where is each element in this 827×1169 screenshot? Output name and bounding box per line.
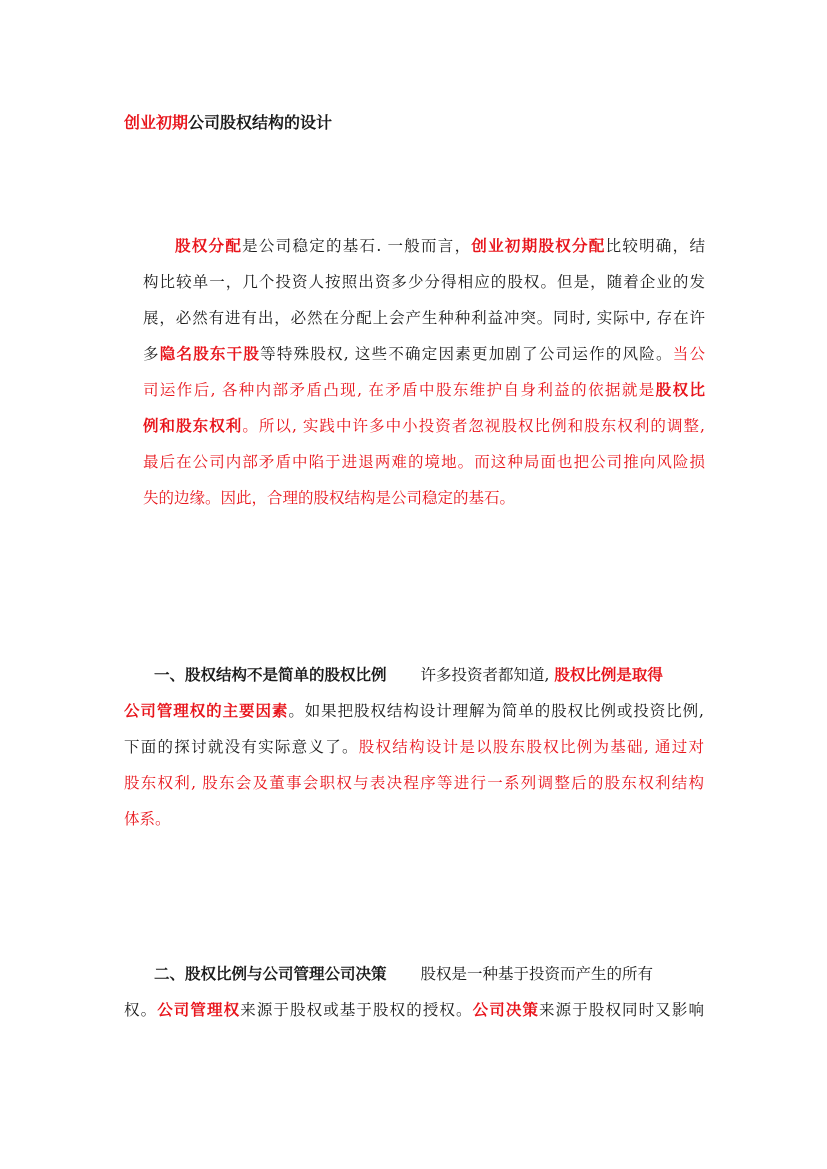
highlighted-text: 股东权利, 股东会及董事会职权与表决程序等进行一系列调整后的股东权利结构 [124, 774, 704, 792]
body-text: 二、股权比例与公司管理公司决策 [154, 965, 387, 983]
text-line [124, 956, 704, 992]
highlighted-text: 司运作后, 各种内部矛盾凸现, 在矛盾中股东维护自身利益的依据就是 [143, 381, 656, 399]
section-1-equity-structure [124, 657, 704, 837]
highlighted-text: 当公 [672, 345, 705, 363]
text-line [124, 693, 704, 729]
highlighted-text: 体系。 [124, 810, 171, 828]
highlighted-text: 公司管理权 [157, 1001, 241, 1019]
text-line [143, 408, 705, 444]
body-text: 比较明确，结 [605, 237, 705, 255]
body-text: 来源于股权或基于股权的授权。 [240, 1001, 473, 1019]
text-line [143, 480, 705, 516]
text-line [143, 300, 705, 336]
title-text: 公司股权结构的设计 [188, 113, 333, 132]
highlighted-text: 创业初期股权分配 [471, 237, 606, 255]
text-line [143, 336, 705, 372]
title-highlight: 创业初期 [124, 113, 189, 132]
body-text: 等特殊股权, 这些不确定因素更加剧了公司运作的风险。 [260, 345, 673, 363]
highlighted-text: 股权比例是取得 [554, 666, 663, 684]
body-text: 下面的探讨就没有实际意义了。 [124, 738, 359, 756]
body-text: 展，必然有进有出，必然在分配上会产生种种利益冲突。同时, 实际中, 存在许 [143, 309, 705, 327]
highlighted-text: 隐名股东干股 [159, 345, 261, 363]
highlighted-text: 股权比 [655, 381, 705, 399]
text-line [143, 264, 705, 300]
body-text: 股权是一种基于投资而产生的所有 [420, 965, 654, 983]
body-text: 许多投资者都知道, [420, 666, 555, 684]
highlighted-text: 失的边缘。因此，合理的股权结构是公司稳定的基石。 [143, 489, 516, 507]
paragraph-equity-distribution [143, 228, 705, 516]
body-text: 多 [143, 345, 160, 363]
section-2-equity-ratio-management [124, 956, 704, 1028]
body-text: 一、股权结构不是简单的股权比例 [154, 666, 387, 684]
highlighted-text: 例和股东权利 [143, 417, 243, 435]
highlighted-text: 公司管理权的主要因素 [124, 702, 289, 720]
body-text: 。如果把股权结构设计理解为简单的股权比例或投资比例, [288, 702, 704, 720]
text-line [124, 657, 704, 693]
document-title [124, 112, 332, 134]
body-text: 是公司稳定的基石. 一般而言， [242, 237, 472, 255]
highlighted-text: 股权分配 [175, 237, 243, 255]
highlighted-text: 。所以, 实践中许多中小投资者忽视股权比例和股东权利的调整, [242, 417, 705, 435]
text-line [124, 992, 704, 1028]
body-text: 权。 [124, 1001, 158, 1019]
text-line [143, 228, 705, 264]
text-line [143, 372, 705, 408]
highlighted-text: 最后在公司内部矛盾中陷于进退两难的境地。而这种局面也把公司推向风险损 [143, 453, 705, 471]
highlighted-text: 股权结构设计是以股东股权比例为基础, 通过对 [358, 738, 704, 756]
body-text: 来源于股权同时又影响 [539, 1001, 704, 1019]
text-line [124, 801, 704, 837]
text-line [143, 444, 705, 480]
text-line [124, 729, 704, 765]
highlighted-text: 公司决策 [472, 1001, 540, 1019]
text-line [124, 765, 704, 801]
body-text: 构比较单一，几个投资人按照出资多少分得相应的股权。但是，随着企业的发 [143, 273, 705, 291]
